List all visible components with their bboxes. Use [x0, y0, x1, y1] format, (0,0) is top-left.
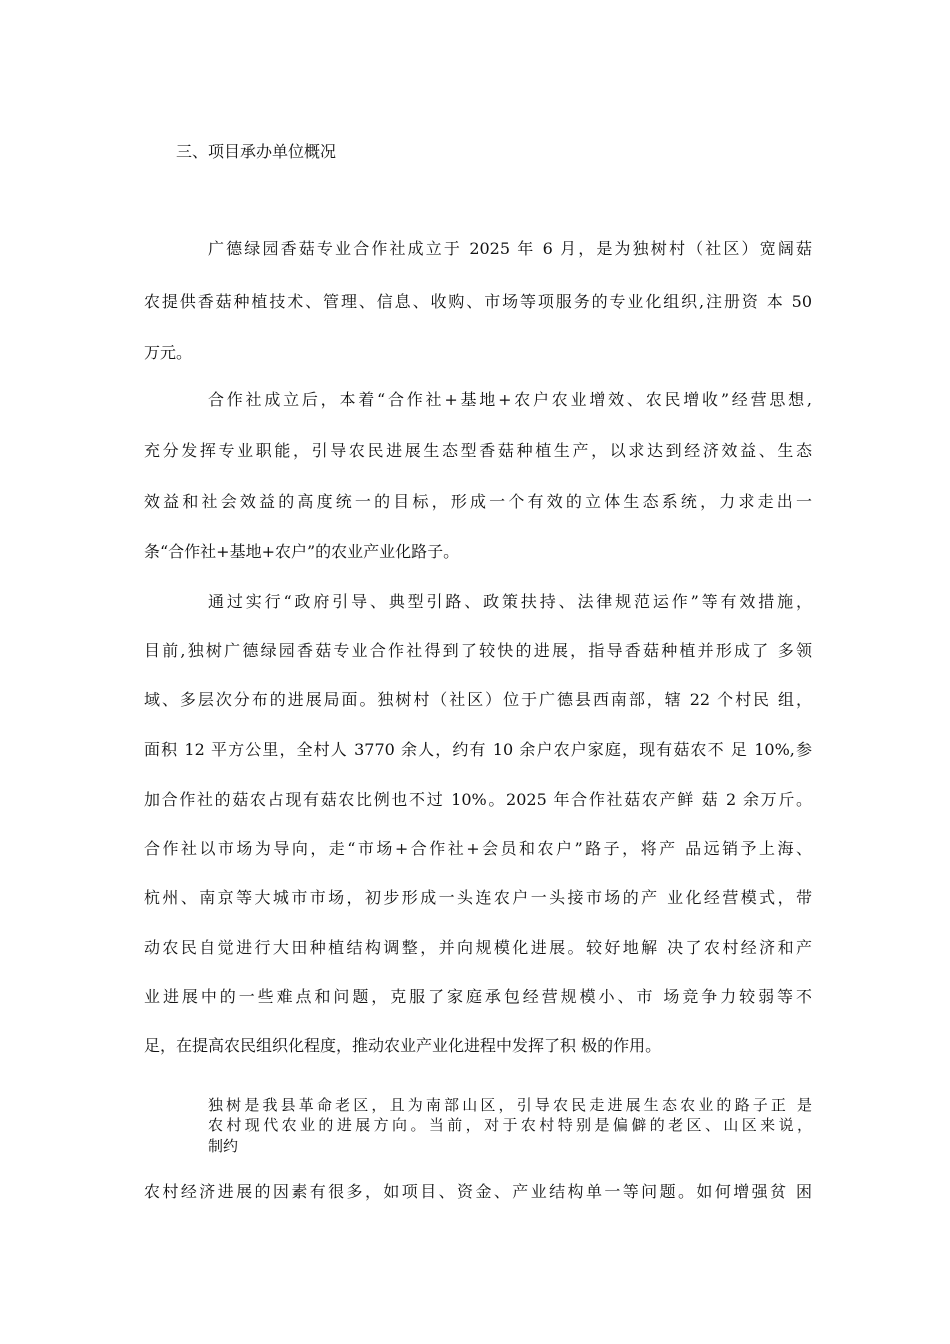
paragraph-3-line-1: 通过实行“政府引导、典型引路、政策扶持、法律规范运作”等有效措施，: [208, 592, 812, 611]
paragraph-3-line-9: 业进展中的一些难点和问题，克服了家庭承包经营规模小、市 场竞争力较弱等不: [144, 987, 812, 1006]
paragraph-3-line-6: 合作社以市场为导向，走“市场+合作社+会员和农户”路子，将产 品远销予上海、: [144, 839, 812, 858]
paragraph-2-line-4: 条“合作社+基地+农户”的农业产业化路子。: [144, 542, 460, 561]
section-heading: 三、项目承办单位概况: [176, 142, 337, 161]
paragraph-1-line-3: 万元。: [144, 343, 193, 362]
paragraph-3-line-4: 面积 12 平方公里，全村人 3770 余人，约有 10 余户农户家庭，现有菇农不 足 10%,参: [144, 740, 812, 759]
paragraph-2-line-3: 效益和社会效益的高度统一的目标，形成一个有效的立体生态系统，力求走出一: [144, 492, 812, 511]
paragraph-4-line-1: 独树是我县革命老区，且为南部山区，引导农民走进展生态农业的路子正 是: [208, 1096, 812, 1114]
paragraph-3-line-8: 动农民自觉进行大田种植结构调整，并向规模化进展。较好地解 决了农村经济和产: [144, 938, 812, 957]
paragraph-3-line-7: 杭州、南京等大城市市场，初步形成一头连农户一头接市场的产 业化经营模式，带: [144, 888, 812, 907]
paragraph-2-line-2: 充分发挥专业职能，引导农民进展生态型香菇种植生产，以求达到经济效益、生态: [144, 441, 812, 460]
paragraph-4-line-2: 农村现代农业的进展方向。当前，对于农村特别是偏僻的老区、山区来说，: [208, 1116, 812, 1134]
paragraph-4-line-4: 农村经济进展的因素有很多，如项目、资金、产业结构单一等问题。如何增强贫 困: [144, 1182, 812, 1201]
paragraph-3-line-10: 足，在提高农民组织化程度，推动农业产业化进程中发挥了积 极的作用。: [144, 1036, 662, 1055]
paragraph-3-line-3: 域、多层次分布的进展局面。独树村（社区）位于广德县西南部，辖 22 个村民 组，: [144, 690, 812, 709]
paragraph-2-line-1: 合作社成立后，本着“合作社+基地+农户农业增效、农民增收”经营思想,: [208, 390, 812, 409]
paragraph-3-line-5: 加合作社的菇农占现有菇农比例也不过 10%。2025 年合作社菇农产鲜 菇 2 余万斤。: [144, 790, 812, 809]
paragraph-4-line-3: 制约: [208, 1137, 239, 1155]
paragraph-1-line-1: 广德绿园香菇专业合作社成立于 2025 年 6 月，是为独树村（社区）宽阔菇: [208, 239, 812, 258]
paragraph-1-line-2: 农提供香菇种植技术、管理、信息、收购、市场等项服务的专业化组织,注册资 本 50: [144, 292, 812, 311]
paragraph-3-line-2: 目前,独树广德绿园香菇专业合作社得到了较快的进展，指导香菇种植并形成了 多领: [144, 641, 812, 660]
